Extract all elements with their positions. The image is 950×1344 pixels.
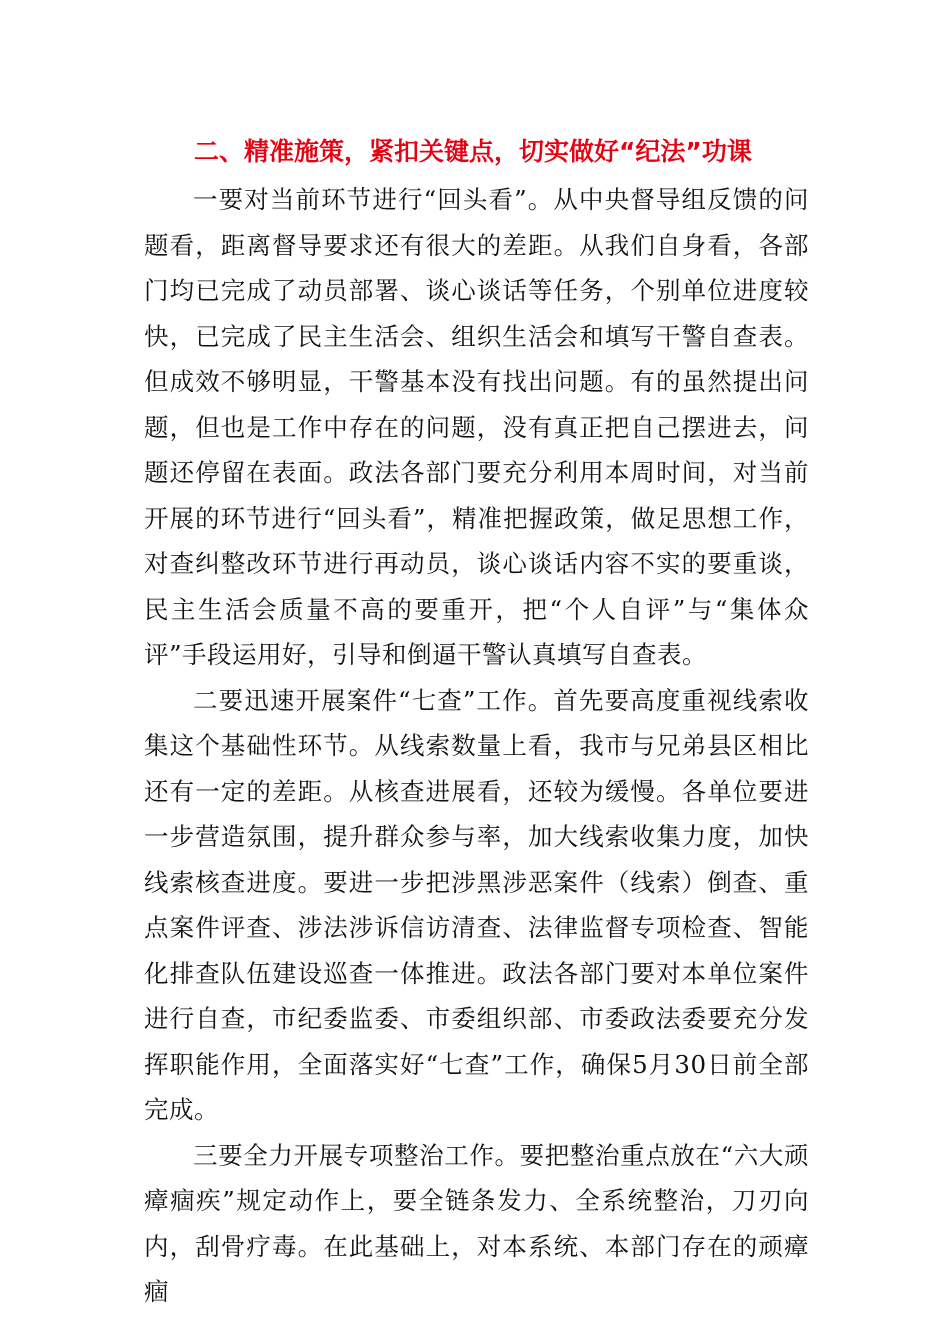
paragraph-2: 二要迅速开展案件“七查”工作。首先要高度重视线索收集这个基础性环节。从线索数量上看，我市与兄弟县区相比还有一定的差距。从核查进展看，还较为缓慢。各单位要进一步营造氛围，提升群众参与率，加大线索收集力度，加快线索核查进度。要进一步把涉黑涉恶案件（线索）倒查、重点案件评查、涉法涉诉信访清查、法律监督专项检查、智能化排查队伍建设巡查一体推进。政法各部门要对本单位案件进行自查，市纪委监委、市委组织部、市委政法委要充分发挥职能作用，全面落实好“七查”工作，确保5月30日前全部完成。 [144,685,809,1124]
paragraph-1: 一要对当前环节进行“回头看”。从中央督导组反馈的问题看，距离督导要求还有很大的差距。从我们自身看，各部门均已完成了动员部署、谈心谈话等任务，个别单位进度较快，已完成了民主生活会、组织生活会和填写干警自查表。但成效不够明显，干警基本没有找出问题。有的虽然提出问题，但也是工作中存在的问题，没有真正把自己摆进去，问题还停留在表面。政法各部门要充分利用本周时间，对当前开展的环节进行“回头看”，精准把握政策，做足思想工作，对查纠整改环节进行再动员，谈心谈话内容不实的要重谈，民主生活会质量不高的要重开，把“个人自评”与“集体众评”手段运用好，引导和倒逼干警认真填写自查表。 [144,185,809,669]
document-body [144,127,809,1315]
paragraph-3: 三要全力开展专项整治工作。要把整治重点放在“六大顽瘴痼疾”规定动作上，要全链条发力、全系统整治，刀刃向内，刮骨疗毒。在此基础上，对本系统、本部门存在的顽瘴痼 [144,1140,809,1306]
section-heading: 二、精准施策，紧扣关键点，切实做好“纪法”功课 [194,137,752,166]
